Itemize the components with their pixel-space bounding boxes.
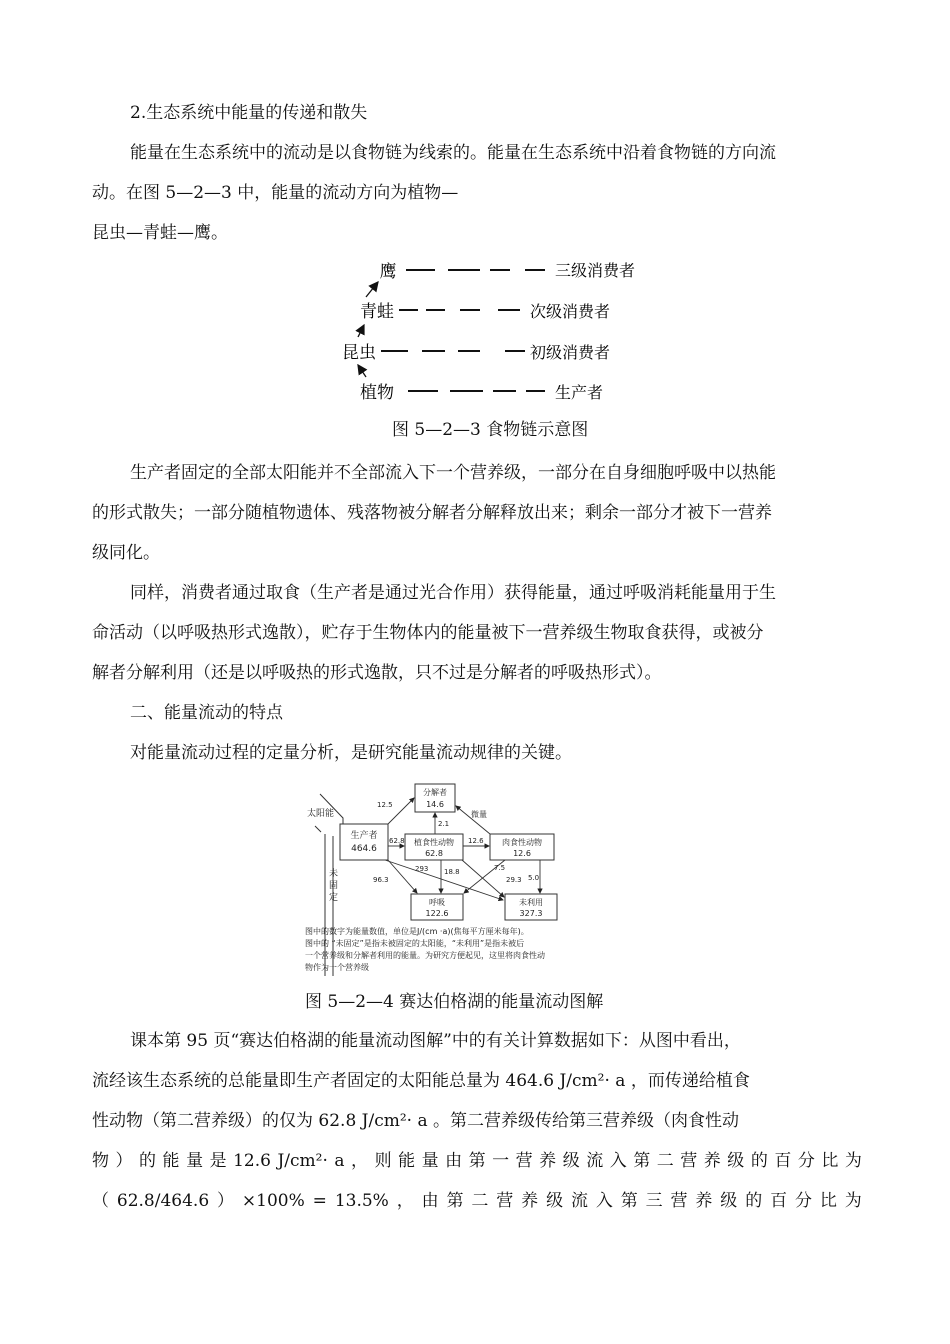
flow-value-7: 96.3 bbox=[373, 876, 389, 884]
producer-label: 生产者 bbox=[350, 831, 378, 841]
line-4-word: 量 bbox=[186, 1151, 204, 1171]
line-5-word: 第 bbox=[446, 1191, 464, 1211]
organism-hawk: 鹰 bbox=[379, 262, 397, 282]
line-5-word: 养 bbox=[521, 1191, 539, 1211]
organism-plant: 植物 bbox=[360, 383, 394, 403]
unused-label: 未利用 bbox=[519, 898, 543, 907]
line-4-word: 的 bbox=[750, 1151, 768, 1171]
food-chain-diagram bbox=[330, 255, 690, 410]
paragraph-5-line-3: 性动物（第二营养级）的仅为 62.8 J/cm²· a 。第二营养级传给第三营养级（肉食性动 bbox=[92, 1111, 740, 1131]
line-4-word: 流 bbox=[586, 1151, 604, 1171]
paragraph-5-line-2: 流经该生态系统的总能量即生产者固定的太阳能总量为 464.6 J/cm²· a ，而传递给植食 bbox=[92, 1071, 750, 1091]
line-4-word: 则 bbox=[374, 1151, 392, 1171]
line-4-word: 级 bbox=[727, 1151, 745, 1171]
carnivore-label: 肉食性动物 bbox=[502, 838, 542, 847]
level-producer: 生产者 bbox=[555, 383, 604, 402]
unused-value: 327.3 bbox=[519, 909, 543, 918]
flow-value-5: 293 bbox=[415, 865, 429, 873]
line-4-word: 第 bbox=[633, 1151, 651, 1171]
line-4-word: 入 bbox=[609, 1151, 627, 1171]
line-5-word: ） bbox=[217, 1191, 235, 1211]
line-5-word: 第 bbox=[620, 1191, 638, 1211]
line-4-word: 的 bbox=[139, 1151, 157, 1171]
line-4-word: ） bbox=[115, 1151, 133, 1171]
line-4-word: 能 bbox=[398, 1151, 416, 1171]
line-4-word: 营 bbox=[515, 1151, 533, 1171]
level-tertiary: 三级消费者 bbox=[555, 261, 636, 280]
line-4-word: J/cm²· bbox=[277, 1151, 328, 1171]
unfixed-char-1: 未 bbox=[329, 869, 339, 879]
flow-value-9: 29.3 bbox=[506, 876, 522, 884]
paragraph-2-line-3: 级同化。 bbox=[92, 543, 160, 563]
line-5-word: 养 bbox=[695, 1191, 713, 1211]
herbivore-label: 植食性动物 bbox=[414, 838, 454, 847]
respiration-label: 呼吸 bbox=[429, 898, 445, 907]
paragraph-3-line-1: 同样，消费者通过取食（生产者是通过光合作用）获得能量，通过呼吸消耗能量用于生 bbox=[130, 583, 776, 603]
decomposer-value: 14.6 bbox=[426, 800, 444, 809]
line-5-word: ， bbox=[396, 1191, 414, 1211]
line-5-word: 62.8/464.6 bbox=[116, 1191, 210, 1211]
line-5-word: 为 bbox=[844, 1191, 862, 1211]
line-4-word: 二 bbox=[656, 1151, 674, 1171]
line-5-word: 级 bbox=[546, 1191, 564, 1211]
line-4-word: 量 bbox=[421, 1151, 439, 1171]
line-5-word: 三 bbox=[645, 1191, 663, 1211]
line-4-word: 由 bbox=[445, 1151, 463, 1171]
flow-value-10: 5.0 bbox=[528, 874, 540, 882]
line-5-word: 流 bbox=[570, 1191, 588, 1211]
line-4-word: 能 bbox=[162, 1151, 180, 1171]
unfixed-char-2: 固 bbox=[329, 881, 339, 891]
line-4-word: 养 bbox=[703, 1151, 721, 1171]
paragraph-3-line-2: 命活动（以呼吸热形式逸散），贮存于生物体内的能量被下一营养级生物取食获得，或被分 bbox=[92, 623, 764, 643]
herbivore-value: 62.8 bbox=[425, 849, 443, 858]
organism-insect: 昆虫 bbox=[342, 343, 376, 363]
sun-energy-label: 太阳能 bbox=[307, 809, 335, 819]
line-5-word: 13.5% bbox=[334, 1191, 389, 1211]
energy-flow-caption: 图 5—2—4 赛达伯格湖的能量流动图解 bbox=[305, 992, 604, 1012]
paragraph-3-line-3: 解者分解利用（还是以呼吸热的形式逸散，只不过是分解者的呼吸热形式）。 bbox=[92, 663, 662, 683]
organism-frog: 青蛙 bbox=[360, 302, 394, 322]
line-4-word: 比 bbox=[821, 1151, 839, 1171]
line-5-word: 百 bbox=[770, 1191, 788, 1211]
carnivore-value: 12.6 bbox=[513, 849, 531, 858]
line-4-word: 第 bbox=[468, 1151, 486, 1171]
paragraph-1-line-3: 昆虫—青蛙—鹰。 bbox=[92, 223, 228, 243]
line-5-word: = bbox=[312, 1191, 327, 1211]
line-4-word: ， bbox=[351, 1151, 369, 1171]
line-5-word: 营 bbox=[670, 1191, 688, 1211]
heading-energy-flow-features: 二、能量流动的特点 bbox=[130, 703, 283, 723]
unfixed-char-3: 定 bbox=[329, 893, 339, 903]
figure-note-line-2: 图中的 “未固定”是指未被固定的太阳能，“未利用”是指未被后 bbox=[305, 939, 525, 948]
line-5-word: 二 bbox=[471, 1191, 489, 1211]
paragraph-1-line-1: 能量在生态系统中的流动是以食物链为线索的。能量在生态系统中沿着食物链的方向流 bbox=[130, 143, 776, 163]
line-5-word: （ bbox=[92, 1191, 109, 1211]
level-secondary: 次级消费者 bbox=[530, 302, 611, 321]
paragraph-1-line-2: 动。在图 5—2—3 中，能量的流动方向为植物— bbox=[92, 183, 459, 203]
line-5-word: 入 bbox=[595, 1191, 613, 1211]
flow-value-1: 12.5 bbox=[377, 801, 393, 809]
line-5-word: 的 bbox=[745, 1191, 763, 1211]
line-4-word: 营 bbox=[680, 1151, 698, 1171]
line-5-word: 级 bbox=[720, 1191, 738, 1211]
line-4-word: 物 bbox=[92, 1151, 109, 1171]
line-5-word: 比 bbox=[819, 1191, 837, 1211]
figure-note-line-1: 图中的数字为能量数值，单位是J/(cm ·a)(焦每平方厘米每年)。 bbox=[305, 927, 529, 936]
line-4-word: 是 bbox=[209, 1151, 227, 1171]
minor-label: 微量 bbox=[471, 810, 487, 819]
paragraph-2-line-1: 生产者固定的全部太阳能并不全部流入下一个营养级，一部分在自身细胞呼吸中以热能 bbox=[130, 463, 776, 483]
flow-value-6: 18.8 bbox=[444, 868, 460, 876]
flow-value-3: 62.8 bbox=[389, 837, 405, 845]
paragraph-5-line-5 bbox=[92, 1191, 862, 1211]
section-heading: 2.生态系统中能量的传递和散失 bbox=[130, 103, 368, 123]
line-4-word: 为 bbox=[844, 1151, 862, 1171]
respiration-value: 122.6 bbox=[425, 909, 449, 918]
line-4-word: 养 bbox=[539, 1151, 557, 1171]
paragraph-2-line-2: 的形式散失；一部分随植物遗体、残落物被分解者分解释放出来；剩余一部分才被下一营养 bbox=[92, 503, 772, 523]
line-5-word: ×100% bbox=[241, 1191, 305, 1211]
paragraph-4: 对能量流动过程的定量分析，是研究能量流动规律的关键。 bbox=[130, 743, 572, 763]
paragraph-5-line-4 bbox=[92, 1151, 862, 1171]
flow-value-8: 7.5 bbox=[494, 864, 506, 872]
paragraph-5-line-1: 课本第 95 页“赛达伯格湖的能量流动图解”中的有关计算数据如下：从图中看出， bbox=[130, 1031, 741, 1051]
flow-value-2: 2.1 bbox=[438, 820, 450, 828]
line-4-word: a bbox=[334, 1151, 345, 1171]
line-4-word: 12.6 bbox=[233, 1151, 271, 1171]
figure-note-line-4: 物作为一个营养级 bbox=[305, 963, 369, 972]
line-4-word: 分 bbox=[797, 1151, 815, 1171]
line-4-word: 百 bbox=[774, 1151, 792, 1171]
decomposer-label: 分解者 bbox=[423, 788, 447, 797]
food-chain-caption: 图 5—2—3 食物链示意图 bbox=[392, 420, 589, 440]
line-5-word: 营 bbox=[496, 1191, 514, 1211]
line-5-word: 由 bbox=[421, 1191, 439, 1211]
figure-note-line-3: 一个营养级和分解者利用的能量。为研究方便起见，这里将肉食性动 bbox=[305, 951, 545, 960]
energy-flow-diagram bbox=[305, 776, 675, 986]
producer-value: 464.6 bbox=[351, 844, 377, 854]
line-4-word: 级 bbox=[562, 1151, 580, 1171]
line-5-word: 分 bbox=[794, 1191, 812, 1211]
level-primary: 初级消费者 bbox=[530, 343, 611, 362]
line-4-word: 一 bbox=[492, 1151, 510, 1171]
flow-value-4: 12.6 bbox=[468, 837, 484, 845]
